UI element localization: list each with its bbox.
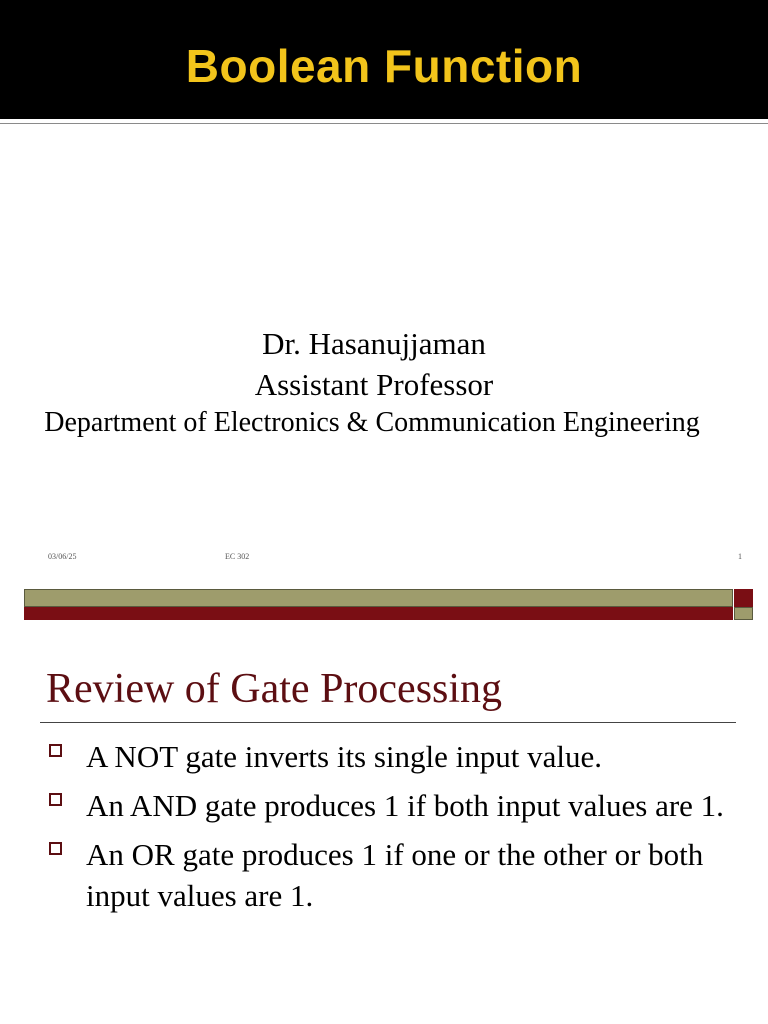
footer-date: 03/06/25 — [48, 552, 77, 561]
slide2-title: Review of Gate Processing — [46, 666, 503, 712]
bullet-list — [48, 736, 728, 924]
slide2-title-underline — [40, 722, 736, 723]
bullet-item-and-gate — [48, 785, 728, 826]
slide2-header-band-maroon — [24, 607, 733, 620]
bullet-item-not-gate — [48, 736, 728, 777]
square-bullet-icon — [49, 842, 62, 855]
author-role: Assistant Professor — [254, 367, 494, 402]
bullet-text: An AND gate produces 1 if both input values are 1. — [86, 788, 724, 823]
square-bullet-icon — [49, 744, 62, 757]
bullet-text: An OR gate produces 1 if one or the other or both input values are 1. — [86, 837, 704, 913]
author-department: Department of Electronics & Communication Engineering — [44, 407, 700, 438]
square-bullet-icon — [49, 793, 62, 806]
footer-course: EC 302 — [225, 552, 250, 561]
slide1-divider — [0, 123, 768, 124]
slide2-header-square-maroon — [734, 589, 753, 607]
slide1-title: Boolean Function — [185, 40, 583, 92]
footer-page-number: 1 — [738, 552, 742, 561]
author-name: Dr. Hasanujjaman — [262, 326, 486, 361]
bullet-text: A NOT gate inverts its single input value. — [86, 739, 603, 774]
slide2-header-square-olive — [734, 607, 753, 620]
bullet-item-or-gate — [48, 834, 728, 916]
slide2-header-band-olive — [24, 589, 733, 607]
